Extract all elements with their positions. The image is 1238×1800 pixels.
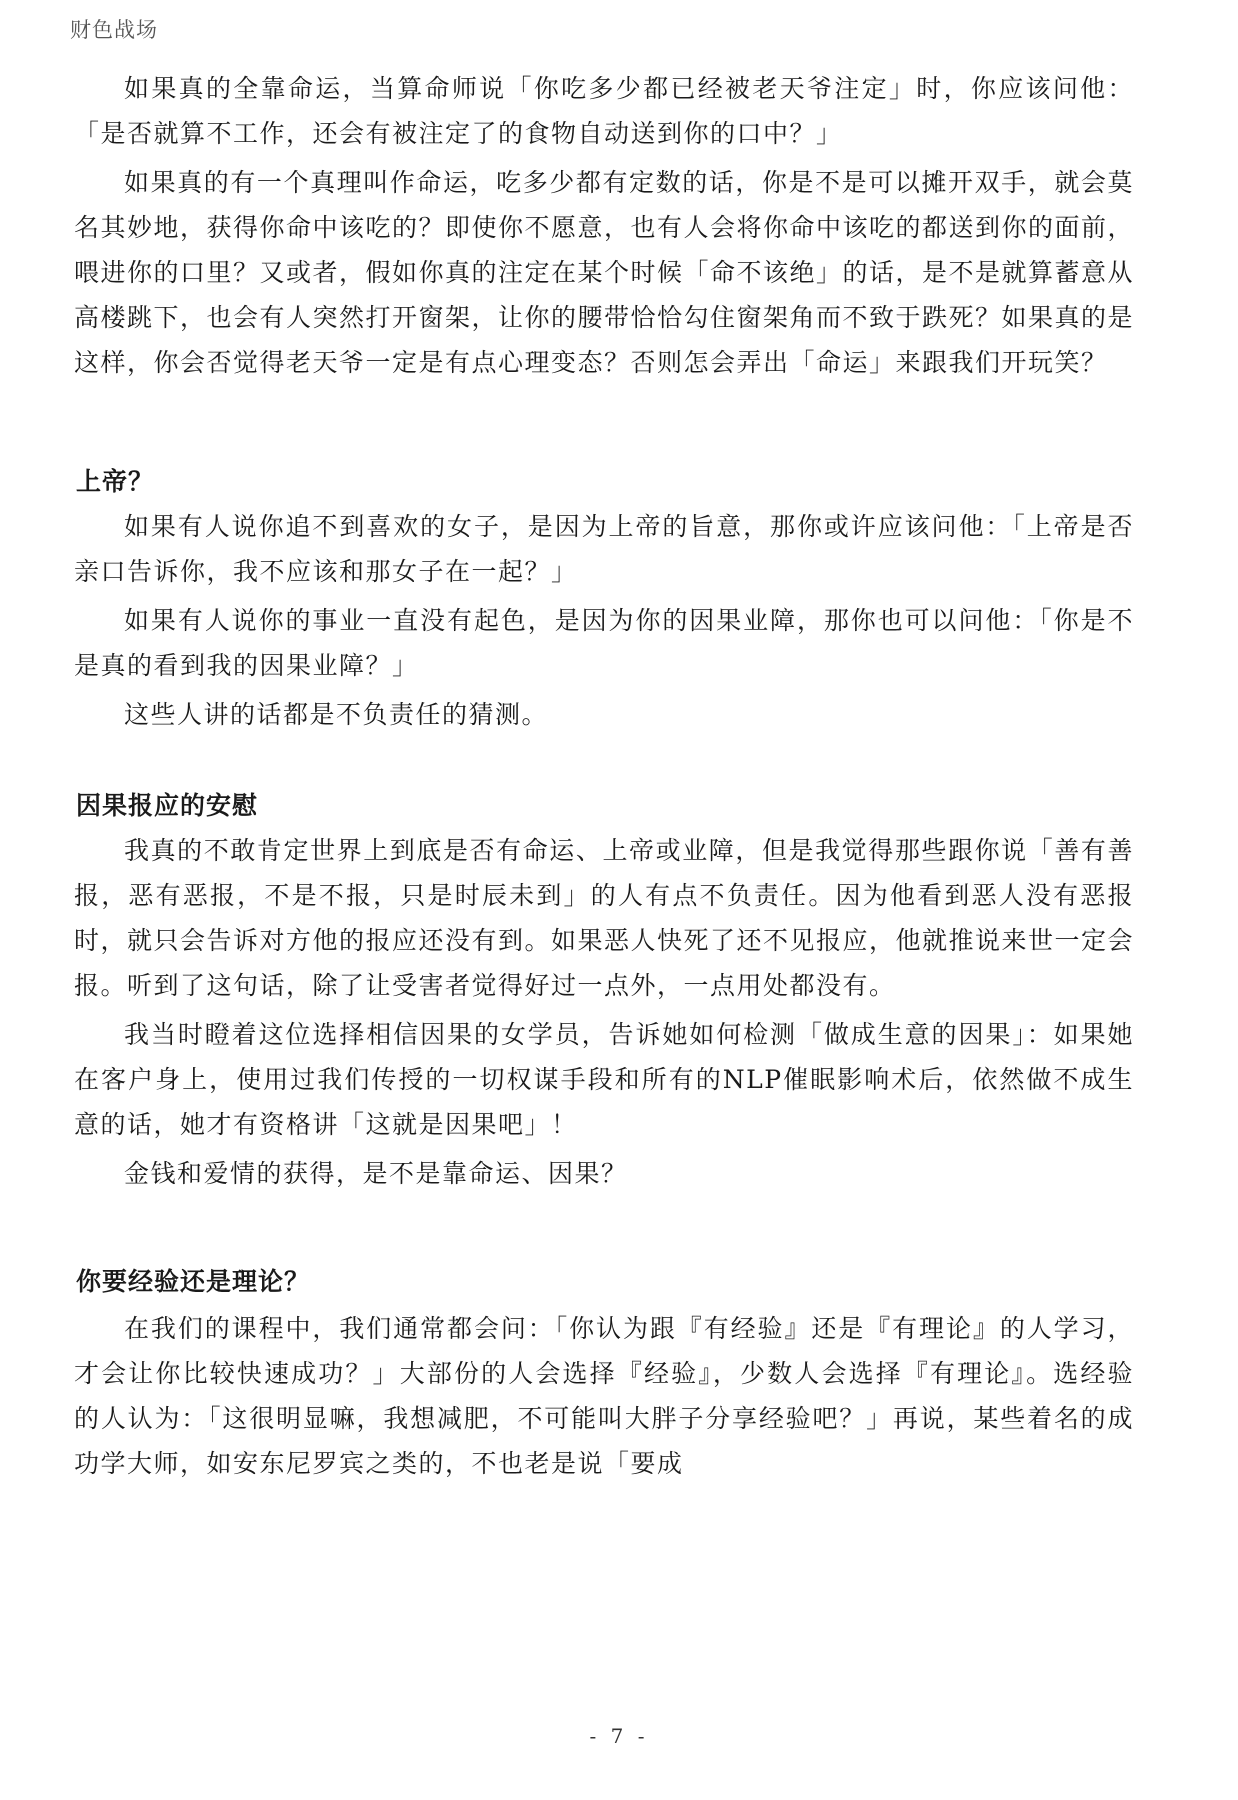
section-heading-experience: 你要经验还是理论？ xyxy=(76,1267,311,1296)
section-heading-karma: 因果报应的安慰 xyxy=(76,791,259,820)
paragraph: 如果真的有一个真理叫作命运，吃多少都有定数的话，你是不是可以摊开双手，就会莫名其妙地，获得你命中该吃的？即使你不愿意，也有人会将你命中该吃的都送到你的面前，喂进你的口里？又或者，假如你真的注定在某个时候「命不该绝」的话，是不是就算蓄意从高楼跳下，也会有人突然打开窗架，让你的腰带恰恰勾住窗架角而不致于跌死？如果真的是这样，你会否觉得老天爷一定是有点心理变态？否则怎会弄出「命运」来跟我们开玩笑？ xyxy=(74,168,1135,377)
paragraph: 在我们的课程中，我们通常都会问：「你认为跟『有经验』还是『有理论』的人学习，才会让你比较快速成功？」大部份的人会选择『经验』，少数人会选择『有理论』。选经验的人认为：「这很明显嘛，我想减肥，不可能叫大胖子分享经验吧？」再说，某些着名的成功学大师，如安东尼罗宾之类的，不也老是说「要成 xyxy=(74,1314,1134,1478)
paragraph: 金钱和爱情的获得，是不是靠命运、因果？ xyxy=(124,1159,628,1188)
paragraph: 如果真的全靠命运，当算命师说「你吃多少都已经被老天爷注定」时，你应该问他：「是否就算不工作，还会有被注定了的食物自动送到你的口中？」 xyxy=(74,74,1134,148)
section-experience xyxy=(74,1306,1134,1486)
running-header: 财色战场 xyxy=(70,18,158,42)
paragraph: 如果有人说你的事业一直没有起色，是因为你的因果业障，那你也可以问他：「你是不是真的看到我的因果业障？」 xyxy=(74,606,1134,680)
section-heading-god: 上帝？ xyxy=(76,467,155,496)
section-god xyxy=(74,504,1134,737)
page-number: - 7 - xyxy=(589,1724,649,1748)
paragraph: 我当时瞪着这位选择相信因果的女学员，告诉她如何检测「做成生意的因果」：如果她在客户身上，使用过我们传授的一切权谋手段和所有的NLP催眠影响术后，依然做不成生意的话，她才有资格讲「这就是因果吧」！ xyxy=(74,1020,1134,1139)
paragraph: 我真的不敢肯定世界上到底是否有命运、上帝或业障，但是我觉得那些跟你说「善有善报，恶有恶报，不是不报，只是时辰未到」的人有点不负责任。因为他看到恶人没有恶报时，就只会告诉对方他的报应还没有到。如果恶人快死了还不见报应，他就推说来世一定会报。听到了这句话，除了让受害者觉得好过一点外，一点用处都没有。 xyxy=(74,836,1135,1000)
section-karma xyxy=(74,828,1134,1196)
paragraph: 如果有人说你追不到喜欢的女子，是因为上帝的旨意，那你或许应该问他：「上帝是否亲口告诉你，我不应该和那女子在一起？」 xyxy=(74,512,1134,586)
section-fate xyxy=(74,66,1134,385)
paragraph: 这些人讲的话都是不负责任的猜测。 xyxy=(124,700,549,729)
